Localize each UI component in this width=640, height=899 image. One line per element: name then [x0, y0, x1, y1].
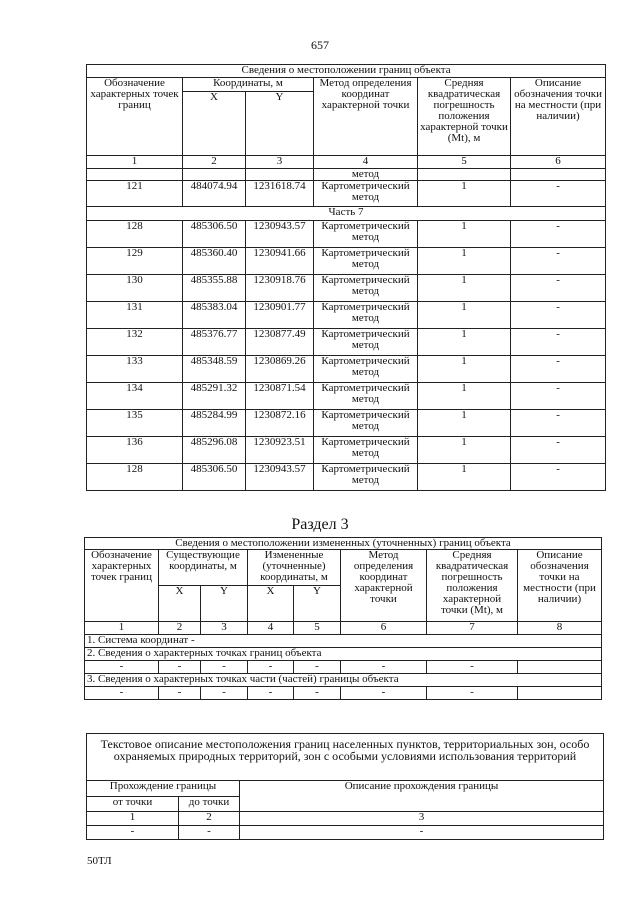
table-row	[87, 302, 606, 329]
col-number: 5	[418, 156, 511, 169]
table-row	[85, 687, 602, 700]
coord-y: 1230923.51	[246, 437, 314, 464]
accuracy: 1	[418, 302, 511, 329]
dash-cell: -	[85, 661, 159, 674]
col-number: 1	[87, 156, 183, 169]
header-method: Метод определения координат характерной точки	[341, 550, 427, 622]
dash-cell: -	[427, 661, 518, 674]
header-accuracy: Средняя квадратическая погрешность положения характерной точки (Mt), м	[427, 550, 518, 622]
dash-cell: -	[201, 687, 248, 700]
point-id: 135	[87, 410, 183, 437]
method: Картометрический метод	[314, 329, 418, 356]
col-number: 3	[246, 156, 314, 169]
header-description: Описание обозначения точки на местности (при наличии)	[518, 550, 602, 622]
header-x: X	[248, 586, 294, 622]
header-x: X	[159, 586, 201, 622]
coord-y: 1230871.54	[246, 383, 314, 410]
dash-cell: -	[85, 687, 159, 700]
dash-cell: -	[341, 661, 427, 674]
col-number: 7	[427, 622, 518, 635]
method: Картометрический метод	[314, 221, 418, 248]
accuracy: 1	[418, 181, 511, 207]
parts-info-label: 3. Сведения о характерных точках части (частей) границы объекта	[85, 674, 602, 687]
col-number: 4	[314, 156, 418, 169]
point-id: 128	[87, 464, 183, 491]
coord-y: 1230918.76	[246, 275, 314, 302]
table-row	[87, 410, 606, 437]
col-number: 8	[518, 622, 602, 635]
dash-cell	[518, 687, 602, 700]
coord-x: 485355.88	[183, 275, 246, 302]
dash-cell: -	[248, 687, 294, 700]
coord-x: 484074.94	[183, 181, 246, 207]
dash-cell: -	[159, 661, 201, 674]
description: -	[511, 383, 606, 410]
coord-y: 1230872.16	[246, 410, 314, 437]
description: -	[511, 275, 606, 302]
coord-x: 485348.59	[183, 356, 246, 383]
point-id: 131	[87, 302, 183, 329]
table-title: Сведения о местоположении измененных (уточненных) границ объекта	[85, 538, 602, 550]
table-row	[87, 248, 606, 275]
coord-x: 485296.08	[183, 437, 246, 464]
accuracy: 1	[418, 410, 511, 437]
point-id: 134	[87, 383, 183, 410]
page-number: 657	[311, 38, 329, 52]
header-x: X	[183, 92, 246, 156]
coord-y: 1230943.57	[246, 221, 314, 248]
table-row	[87, 329, 606, 356]
point-id: 133	[87, 356, 183, 383]
header-point: Обозначение характерных точек границ	[87, 78, 183, 156]
method: Картометрический метод	[314, 383, 418, 410]
col-number: 2	[179, 812, 240, 826]
boundary-table	[86, 64, 606, 491]
coord-y: 1230943.57	[246, 464, 314, 491]
description: -	[511, 410, 606, 437]
header-existing: Существующие координаты, м	[159, 550, 248, 586]
dash-cell: -	[201, 661, 248, 674]
method: Картометрический метод	[314, 275, 418, 302]
dash-cell: -	[294, 661, 341, 674]
method: Картометрический метод	[314, 437, 418, 464]
col-number: 6	[511, 156, 606, 169]
col-number: 6	[341, 622, 427, 635]
col-number: 5	[294, 622, 341, 635]
coord-x: 485306.50	[183, 464, 246, 491]
carry-over-text: метод	[314, 169, 418, 181]
point-id: 136	[87, 437, 183, 464]
footer-mark: 50ТЛ	[87, 855, 112, 867]
method: Картометрический метод	[314, 248, 418, 275]
coord-system: 1. Система координат -	[85, 635, 602, 648]
description: -	[511, 329, 606, 356]
header-passage: Прохождение границы	[87, 781, 240, 797]
method: Картометрический метод	[314, 181, 418, 207]
dash-cell	[518, 661, 602, 674]
col-number: 2	[159, 622, 201, 635]
accuracy: 1	[418, 383, 511, 410]
col-number: 1	[85, 622, 159, 635]
method: Картометрический метод	[314, 302, 418, 329]
col-number: 2	[183, 156, 246, 169]
coord-y: 1231618.74	[246, 181, 314, 207]
table-row	[87, 356, 606, 383]
header-from: от точки	[87, 797, 179, 812]
coord-x: 485383.04	[183, 302, 246, 329]
accuracy: 1	[418, 464, 511, 491]
coord-x: 485360.40	[183, 248, 246, 275]
dash-cell: -	[87, 826, 179, 840]
point-id: 129	[87, 248, 183, 275]
dash-cell: -	[179, 826, 240, 840]
description: -	[511, 356, 606, 383]
accuracy: 1	[418, 356, 511, 383]
dash-cell: -	[240, 826, 604, 840]
changed-boundary-table	[84, 537, 602, 700]
table-title: Текстовое описание местоположения границ населенных пунктов, территориальных зон, особо охраняемых природных территорий, зон с особыми условиями использования территорий	[87, 734, 604, 781]
header-y: Y	[246, 92, 314, 156]
coord-y: 1230877.49	[246, 329, 314, 356]
col-number: 4	[248, 622, 294, 635]
section-heading: Раздел 3	[291, 516, 349, 533]
text-description-table	[86, 733, 604, 840]
dash-cell: -	[341, 687, 427, 700]
table-row	[87, 275, 606, 302]
description: -	[511, 221, 606, 248]
table-row	[87, 437, 606, 464]
coord-x: 485284.99	[183, 410, 246, 437]
part-label: Часть 7	[87, 207, 606, 221]
dash-cell: -	[294, 687, 341, 700]
table-title: Сведения о местоположении границ объекта	[87, 65, 606, 78]
header-changed: Измененные (уточненные) координаты, м	[248, 550, 341, 586]
accuracy: 1	[418, 275, 511, 302]
method: Картометрический метод	[314, 464, 418, 491]
coord-x: 485291.32	[183, 383, 246, 410]
coord-x: 485306.50	[183, 221, 246, 248]
header-description: Описание обозначения точки на местности (при наличии)	[511, 78, 606, 156]
dash-cell: -	[427, 687, 518, 700]
method: Картометрический метод	[314, 410, 418, 437]
header-y: Y	[294, 586, 341, 622]
table-row	[87, 221, 606, 248]
coord-x: 485376.77	[183, 329, 246, 356]
accuracy: 1	[418, 221, 511, 248]
coord-y: 1230869.26	[246, 356, 314, 383]
col-number: 3	[201, 622, 248, 635]
col-number: 1	[87, 812, 179, 826]
description: -	[511, 248, 606, 275]
accuracy: 1	[418, 248, 511, 275]
point-id: 132	[87, 329, 183, 356]
header-description: Описание прохождения границы	[240, 781, 604, 812]
table-row	[87, 383, 606, 410]
description: -	[511, 437, 606, 464]
header-to: до точки	[179, 797, 240, 812]
accuracy: 1	[418, 329, 511, 356]
point-id: 128	[87, 221, 183, 248]
header-accuracy: Средняя квадратическая погрешность положения характерной точки (Mt), м	[418, 78, 511, 156]
header-y: Y	[201, 586, 248, 622]
description: -	[511, 302, 606, 329]
header-point: Обозначение характерных точек границ	[85, 550, 159, 622]
dash-cell: -	[248, 661, 294, 674]
point-id: 121	[87, 181, 183, 207]
method: Картометрический метод	[314, 356, 418, 383]
coord-y: 1230901.77	[246, 302, 314, 329]
table-row	[85, 661, 602, 674]
header-coords: Координаты, м	[183, 78, 314, 92]
header-method: Метод определения координат характерной точки	[314, 78, 418, 156]
table-row	[87, 826, 604, 840]
table-row	[87, 464, 606, 491]
accuracy: 1	[418, 437, 511, 464]
description: -	[511, 181, 606, 207]
dash-cell: -	[159, 687, 201, 700]
points-info-label: 2. Сведения о характерных точках границ объекта	[85, 648, 602, 661]
description: -	[511, 464, 606, 491]
coord-y: 1230941.66	[246, 248, 314, 275]
point-id: 130	[87, 275, 183, 302]
col-number: 3	[240, 812, 604, 826]
